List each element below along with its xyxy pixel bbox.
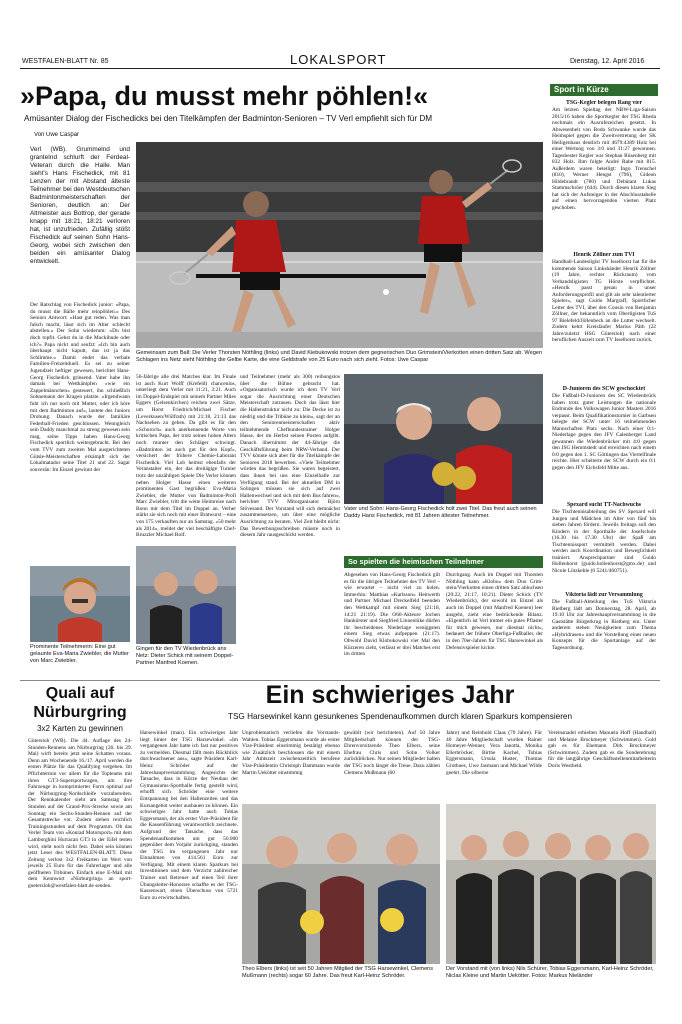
main-photo-badminton — [136, 142, 543, 348]
harsewinkel-col3: gewählt (wir berichteten). Auf 50 Jahre Mitgliedschaft können der TSG-Ehrenvorsitzende Theo Elbers, seine Ehefrau Chris und Sohn Volker zurückblicken. Nur seinen Mitglieder halten der TSG noch länger die Treue. Dazu zählen Clemens Mußmann (60 — [344, 730, 440, 776]
caption-zwiebler: Prominente Teilnehmerin: Eine gut gelaunte Eva-Maria Zwiebler, die Mutter von Marc Zwiebler. — [30, 644, 129, 664]
photo-zwiebler — [30, 566, 130, 642]
main-headline: »Papa, du musst mehr pöhlen!« — [20, 81, 429, 111]
sidebar-item-text: Handball-Landesligist TV Isselhorst hat für die kommende Saison Linkshänder Henrik Zöllner (19 Jahre, rechter Rückraum) vom Verbandsligisten TG Hörste verpflichtet. »Henrik passt genau in unser Anforderungsprofil und gilt als sehr talentierter Spieler«, sagt Guido Margraff, Sportlicher Leiter des TVI, über den Cousin von Benjamin Zöllner, der bekanntlich vom Oberligisten TuS 97 Bielefeld/Jöllenbeck an die Lutter wechselt. Zudem kehrt Kreisläufer Marius Päth (22 Jahre/zuletzt HSG Gütersloh) nach einer beruflichen Auszeit zum TV Isselhorst zurück. — [552, 259, 656, 343]
caption-schick-koenen: Gingen für den TV Wiedenbrück ans Netz: Dieter Schick mit seinem Doppel-Partner Manfred Koenen. — [136, 646, 234, 666]
harsewinkel-col1: Harsewinkel (man). Ein schwieriges Jahr liegt hinter der TSG Harsewinkel. »Im vergangenen Jahr hatte ich fast nur positives zu vermelden. Diesmal fällt mein Rückblick durchwachsener aus«, sagte Präsident Karl-Heinz Schröder auf der Jahreshauptversammlung. Angesichts der Tatsache, dass in Kürze der Neubau der Gymnasiums-Sporthalle fertig gestellt wird, erhofft sich Schröder eine weitere Entspannung bei den Hallenzeiten und das Kursangebot weiter ausbauen zu können. Ein schwieriges Jahr hatte auch Tobias Eggersmann, der als erster Vize-Präsident für die Kassenführung verantwortlich zeichnete. Aufgrund der Tatsache, dass das Spendenaufkommen um gut 50.000 gegenüber dem Vorjahr zurückging, standen der TSG im vergangenen Jahr nur Einnahmen von 414.561 Euro zur Verfügung. Mit einem klaren Sparkurs bei Investitionen und dem Verzicht zahlreicher Trainer und Betreuer auf einen Teil ihrer Übungsleiter-Honorare schaffte es der TSG-Kassenwart, einen Überschuss von 5721 Euro zu erwirtschaften. — [140, 730, 238, 901]
photo-vorstand — [446, 804, 656, 964]
sidebar-item-heading: Viktoria lädt zur Versammlung — [565, 592, 643, 598]
sidebar-item-text: Die Tischtennisabteilung des SV Spexard will Jungen und Mädchen im Alter von fünf bis sieben Jahren fördern. Jeweils freitags soll den Kindern in der Sporthalle der Josefschule (16.30 bis 17.30 Uhr) der Spaß am Tischtennissport vermittelt werden. Dabei werden auch Koordination und Beweglichkeit trainiert. Ansprechpartner sind Guido Hollenhorst (guido.hollenhorst@gmx.de) und Nicole Lützkeble (0 5241/460751). — [552, 509, 656, 574]
quali-headline: Quali auf Nürburgring — [33, 685, 127, 721]
sidebar-item-heading: D-Junioren des SCW geschocktet — [562, 386, 646, 392]
main-subheadline: Amüsanter Dialog der Fischedicks bei den Titelkämpfen der Badminton-Senioren – TV Verl empfiehlt sich für DM — [24, 114, 433, 123]
sidebar-item-heading: TSG-Kegler belegen Rang vier — [565, 100, 643, 106]
sidebar-item-2 — [552, 252, 656, 380]
article-col2: 56-Jährige alle drei Matches klar. Im Finale ist auch Kurt Wolff (Krefeld) chancenlos, unterliegt dem Verler mit 11:21, 3:21. Auch im Doppel-Endspiel mit seinem Partner Miles Eggers (Gelsenkirchen) reichen zwei Sätze, um Horst Friedrich/Michael Fischer (Leverkusen/Wülfrath) mit 21:18, 21:13 das Nachsehen zu geben. Da gibt es für den »Schoroch« auch anerkennende Worte von kritischen Papa, der trotz seines hohen Alters noch munter den Schläger schwingt. »Badminton ist auch gut für den Kopf«, versichert der frühere Chemie-Laborant Fischedick. Viel Lob heimst ebenfalls der Veranstalter ein, der das dreitägige Turnier trotz der unzähligen Spiele Die Verler können neben Holger Hasse einen weiteren prominenten Gast begrüßen: Eva-Maria Zwiebler, die Mutter von Badminton-Profi Marc Zwiebler, tritt die weite Heimreise nach Bonn mit dem Titel im Doppel an. Verher stärkt sie sich noch mit einer Bratwurst – eine von 175 verkauften nur an Samstag. »50 mehr als 2014«, meldet der viel beschäftigte Chef-Bruzzler Michael Rolf. — [136, 374, 236, 539]
lead-text: Verl (WB). Grummelnd und granteInd schlurft der Ferdeal-Veteran durch die Halle. Man sieht's Hans Fischedick, mit 81 Lenzen der mit Abstand älteste Teilnehmer bei den Westdeutschen Badmintonmeisterschaften der Senioren, deutlich an: Der Altmeister aus Bottrop, der gerade knapp mit 18:21, 18:21 verloren hat, ist unzufrieden. Zufällig stößt Fischedick auf seinen Sohn Hans-Georg, wobei sich zwischen den beiden ein amüsanter Dialog entwickelt. — [30, 146, 130, 265]
photo-elbers — [242, 804, 440, 964]
sidebar-item-heading: Spexard sucht TT-Nachwuchs — [566, 502, 642, 508]
box-title: So spielten die heimischen Teilnehmer — [344, 556, 543, 568]
box-text-2: Durchgang. Auch im Doppel mit Thorsten Nöthling kann »Klobu« dem Duo Grim-stein/Vierkotten einen dritten Satz abluchsen (20:22, 21:17, 10:21). Dieter Schick (TV Wiedenbrück), der sowohl im Einzel als auch im Doppel (mit Manfred Koenen) leer ausgeht, zieht eine bedrückende Bilanz. »Eigentlich ist Verl immer ein gutes Pflaster für mich gewesen, nur diesmal nicht«, bedauert der frühere Oberliga-Fußballer, der in den 70er-Jahren für TSG Harsewinkel als Defensivspieler kickte. — [446, 572, 543, 651]
sidebar-item-text: Am letzten Spieltag der NBW-Liga-Saison 2015/16 haben die Sportkegler der TSG Rheda nochmals ein Ausrufezeichen gesetzt. In Abwesenheit von Bodo Schwanke wurde das Heimspiel gegen die Zweitvertretung der SK Heiligenhaus deutlich mit 4679:4389 Holz bei einer Wertung von 3:0 und 31:27 gewonnen. Tagesbester Kegler war Stephan Rüsenberg mit 832 Holz. Ihm folgte André Rabe mit 815. Außerdem waren beteiligt: Ingo Trenschel (810), Werner Hengst (796), Gideon Hildebrandt (780) und Debütant Lukas Stammschröer (644). Durch diesen klaren Sieg hat sich der Aufsteiger in der Abschlusstabelle auf einen hervorragenden vierten Platz geschoben. — [552, 107, 656, 211]
header-paper: WESTFALEN-BLATT Nr. 85 — [22, 58, 109, 65]
byline: Von Uwe Caspar — [34, 132, 80, 138]
header-rule — [20, 68, 660, 69]
quali-subheadline: 3x2 Karten zu gewinnen — [37, 724, 123, 733]
photo-schick-koenen — [136, 546, 236, 644]
harsewinkel-subheadline: TSG Harsewinkel kann gesunkenes Spendenaufkommen durch klaren Sparkurs kompensieren — [227, 712, 573, 721]
header-date: Dienstag, 12. April 2016 — [570, 58, 645, 65]
article-col3: und Teilnehmer (mehr als 300) reibungslos über die Bühne gebracht hat. »Organisatorisch wurde ich dem TV Verl sogar die Ausrichtung einer Deutschen Meisterschaft zutrauen. Doch das lässt hier die Hallenstruktur nicht zu: Die Decke ist zu niedrig und die Tribüne zu klein«, sagt der an den Seniorenmeisterschaften aktiv teilnehmende Chefbundestrainer Holger Hasse, der im Herbst seinen Posten aufgibt. Danach übernimmt der 44-Jährige die Geschäftsführung beim NRW-Verband. Der TVV könnte sich aber für die Titelkämpfe der Senioren 2018 bewerben. »Viele Teilnehmer würden das begrüßen. Sie waren begeistert, dass ihnen bei uns eine Einzelhalle zur Verfügung stand. Bei der aktuellen DM in Solingen müssen sie sich auf zwei Hallenwechsel und sich mit dem Bus fahren«, berichtet TVV Mitorganisator Björn Stövesand. Der Vorstand will sich demnächst zusammensetzen, um über eine mögliche Ausrichtung zu beraten. Viel Zeit bleibt nicht: Das Bewerbungsschreiben müsste noch in diesem Jahr rausgeschickt werden. — [240, 374, 340, 539]
article-col1: Der Ratschlag von Fischedick junior: »Papa, du musst die Bälle mehr reinpöhlen.« Des Seniors Antwort: »Hast gut reden. Was man falsch macht, lässt sich im Alter schlecht abstellen.« Der Sohn wiederum: »Du bist doch topfit. Gehst du in die Muckibude oder ich?« Papa nickt und seufzt: »Ich bin auch überhaupt nicht kaputt, das ist ja das Schlimme.« Damit endet das verbale Familien-Freizeitduell. Es sei zu seiner Jugendzeit heftiger gewesen, berichtet Hans-Georg Fischedick grinsend. Vater habe ihn damals bei Wettkämpfen »wie ein Zappelmännchen« gesteuert, ihn schließlich Sohnemann der Kragen platzte. »Irgendwann fuhr ich nur noch mit Mutter, oder ich höre mit dem Badminton auf«, lautete des Juniors Drohung. Danach wurde der familiäre Federball-Frieden geschlossen. Wenngleich sein Daddy manchmal zu streng gewesen sein mag, seine Tipps haben Hans-Georg Fischedick sportlich weitergebracht. Bei den vom TVV zum zweiten Mal ausgerichteten Gütsle-Meisterschaften erkämpft sich der Lokalmatador seine Titel 21 und 22. Sagar souverän: Im Einzel gewinnt der — [30, 302, 130, 473]
sidebar-item-1 — [552, 100, 656, 248]
harsewinkel-col5: Vereinsnadel erhielten Manuela Hoff (Handball) und Melanie Brockmeyer (Schwimmen). Gold gab es für Ehemann Dirk Brockmeyer (Schwimmen). Zudem gab es die Sonderehrung für die langjährige Geschäftsstellenmitarbeiterin Doris Westheld. — [548, 730, 656, 769]
harsewinkel-col2: Unproblematisch verliefen die Vorstands-Wahlen. Tobias Eggersmann wurde als erster Vize-Präsident einstimmig bestätigt ebenso wie Zusätzlich beschlossen die mit einem Jahr Amtszeit zwischenzeitlich berufene Vize-Präsidentin Christoph Dammann wurde Martin Uekötter einstimmig — [242, 730, 340, 776]
photo-father-son — [344, 374, 543, 504]
caption-father-son: Vater und Sohn: Hans-Georg Fischedick holt zwei Titel. Das freut auch seinen Daddy Hans Fischedick, mit 81 Jahren ältester Teilnehmer. — [344, 506, 537, 519]
header-section: LOKALSPORT — [290, 52, 387, 67]
caption-elbers: Theo Elbers (links) ist seit 50 Jahren Mitglied der TSG Harsewinkel, Clemens Mußmann (rechts) sogar 60 Jahre. Das freut Karl-Heinz Schröder. — [242, 966, 434, 979]
harsewinkel-headline: Ein schwieriges Jahr — [265, 681, 515, 709]
main-photo-caption: Gemeinsam zum Ball: Die Verler Thorsten Nöthling (links) und David Kiebukowski trotzen dem gegnerischen Duo Grimstein/Vierkotten einen dritten Satz ab. Wegen Schlagen ins Netz sieht Nöthling die Gelbe Karte, die eine Geldstrafe von 25 Euro nach sich zieht. Fotos: Uwe Caspar — [136, 350, 543, 363]
sidebar-item-3 — [552, 386, 656, 498]
sidebar-item-text: Die Fußball-D-Junioren des SC Wiedenbrück haben trotz guter Leistungen die nationale Endrunde des Volkswagen Junior Masters 2016 verpasst. Beim Qualifikationsturnier in Garbsen belegte der SCW unter 16 teilnehmenden Mannschaften Platz sechs. Nach einer 0:1-Niederlage gegen den JFV Calenberger Land gewannen die Wiedenbrücker mit 4:0 gegen den JSG Hemmstedt und erreichten nach einem 0:0 gegen den 1. SC Göttingen das Viertelfinale reichte. Hier scheiterte der SCW durch ein 0:1 gegen den JFV Eichsfeld Mitte aus. — [552, 393, 656, 471]
sidebar-item-heading: Henrik Zöllner zum TVI — [573, 252, 635, 258]
sidebar-title: Sport in Kürze — [550, 84, 658, 96]
sidebar-item-text: Die Fußball-Abteilung des TuS Viktoria Rietberg lädt am Donnerstag, 28. April, ab 19.10 Uhr zur Jahreshauptversammlung in die Gaststätte Bürgerkrug in Rietberg ein. Unter anderem stehen Neuigkeiten zum Thema »Hybridrasen« und die Vorstellung eines neuen Konzepts für die Sportanlage auf der Tagesordnung. — [552, 599, 656, 651]
quali-text: Gütersloh (WB). Die 44. Auflage des 24-Stunden-Rennens am Nürburgring (26. bis 29. Mai) wirft bereits jetzt seine Schatten voraus. Denn am Wochenende 16./17. April werden die ersten Plätze für das Qualifying vergeben. Im Pflichttermin vor allem für die Topteams mit ihren GT3-Supersportwagen, um ihre Fahrzeuge in komprimierter Form optimal auf der Nürburgring-Nordschleife vorzubereiten. Der Rennkalender sieht am Samstag drei Stunden auf der Grand-Prix-Strecke sowie am Sonntag ein Sechs-Stunden-Rennen auf der Gesamtstrecke vor. Zudem stehen reichlich Trainingsstunden auf dem Programm. Ob das Verler Team von »Konrad Motorsport« mit dem Lamborghini Hurracan GT3 in der Eifel testen wird, steht noch nicht fest. Dabei sein können jetzt Leser des WESTFALEN-BLATT. Diese Zeitung verlost 3x2 Freikarten im Wert von jeweils 25 Euro für das Fahrerlager und alle geöffneten Tribünen. Einfach eine E-Mail mit dem Kennwort »Nürburgring« an sport-guetersloh@westfalen-blatt.de senden. — [28, 738, 132, 890]
harsewinkel-col4: Jahre) und Reinhold Claas (70 Jahre). Für 40 Jahre Mitgliedschaft wurden Rainer Homeyer-Wenner, Vera Janotta, Monika Ellerbröcker, Birthe Kachel, Tobias Eggersmann, Ursula Huster, Thomas Grothues, Uwe Jasmann und Michael Wilde geehrt. Die silberne — [446, 730, 542, 776]
sidebar-item-4 — [552, 502, 656, 588]
caption-vorstand: Der Vorstand mit (von links) Nils Schürer, Tobias Eggersmann, Karl-Heinz Schröder, Niclas Kleine und Martin Uekötter. Fotos: Markus Nieländer — [446, 966, 654, 979]
sidebar-item-5 — [552, 592, 656, 672]
box-text-1: Abgesehen von Hans-Georg Fischedick gilt es für die übrigen Teilnehmer des TV Verl – wie erwartet – nicht viel zu holen. Immerhin: Matthias »Karlsson« Heitwerth und Partner Michael Dreckelfeld beenden den Wettkampf mit einem Sieg (21:18, 14:21 21:19). Die O60-Akteure Jochen Hankörster und Siegfried Linnenlüke dürfen ihr bescheidenes Niederlage weniggsten einem Sieg etwas aufpeppen (21:17). Obwohl David Klobukowski vier Mal den Kürzeren zieht, verlässt er drei Matches erst im dritten — [344, 572, 440, 658]
